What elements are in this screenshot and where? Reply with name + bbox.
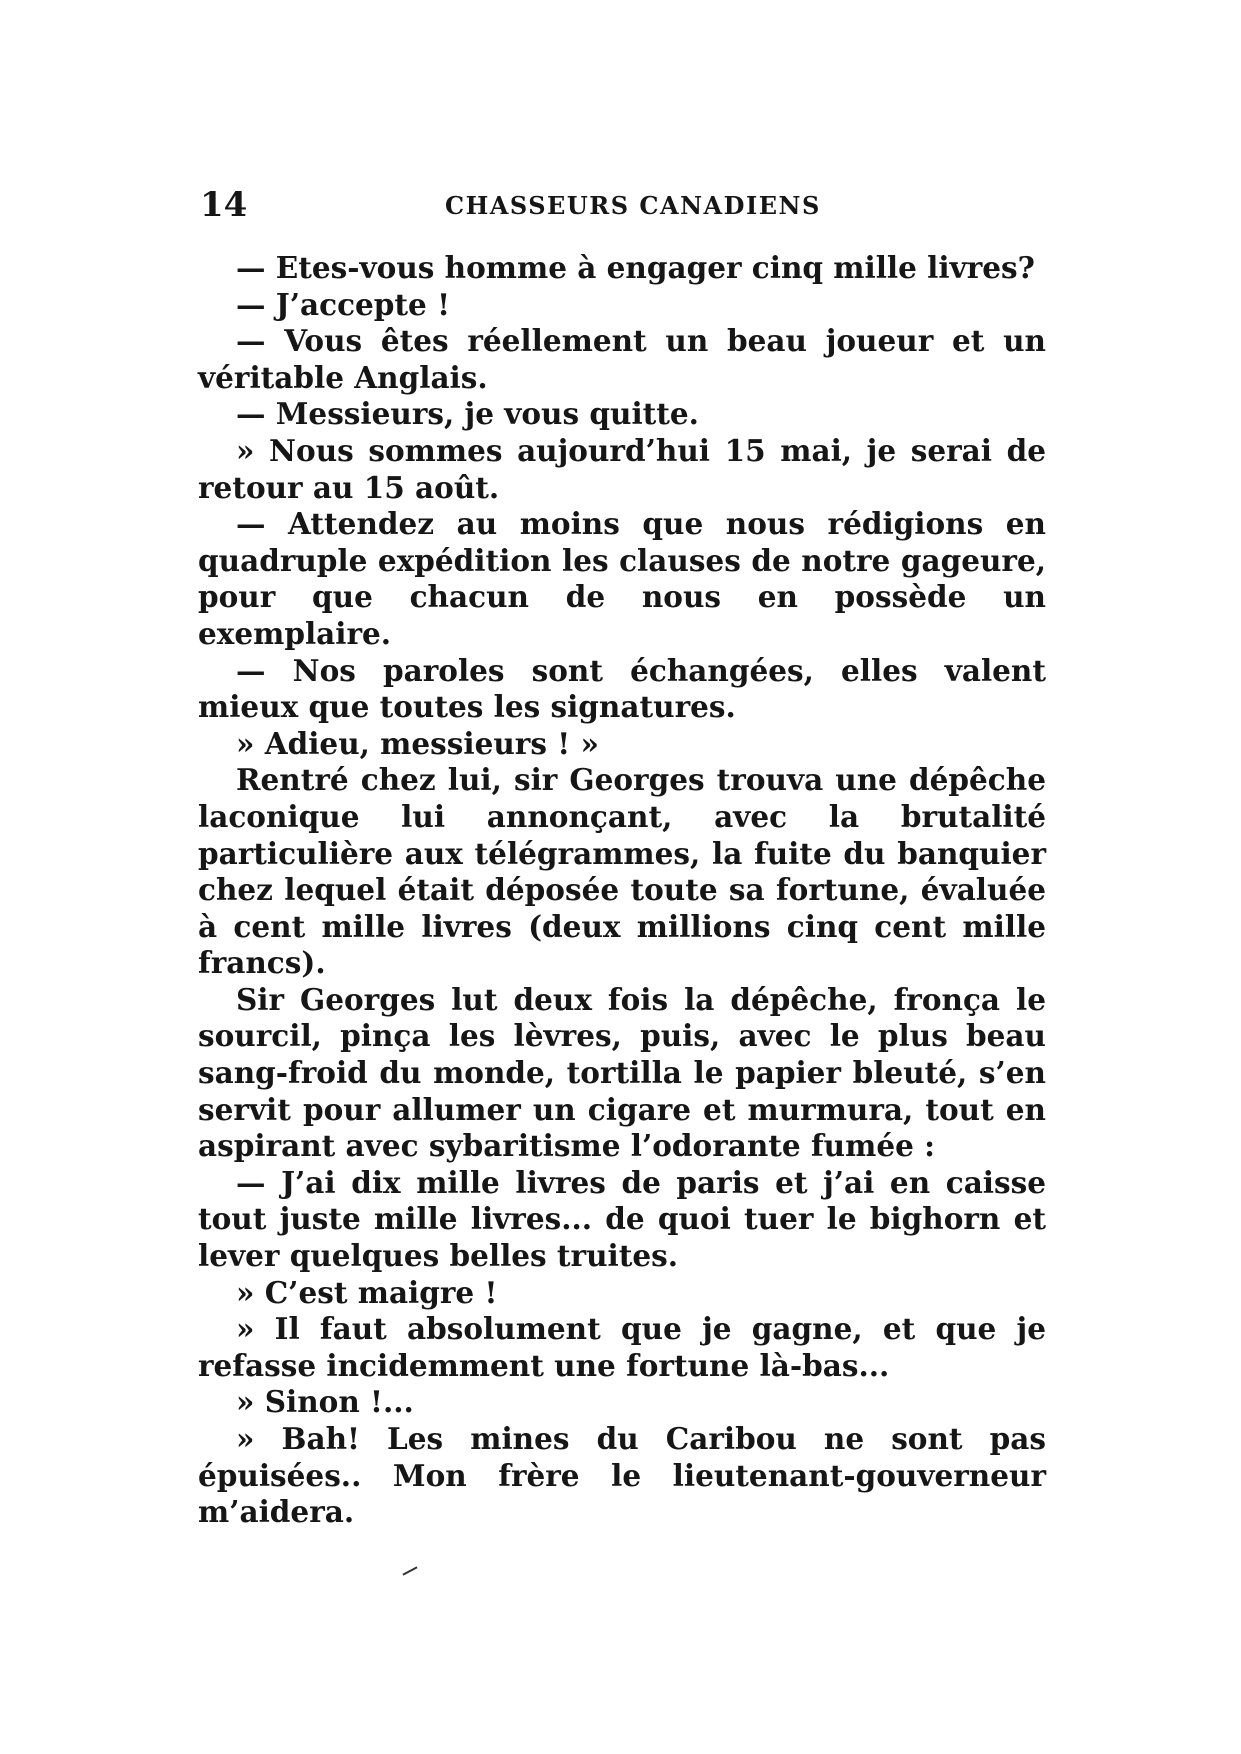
paragraph: — Nos paroles sont échangées, elles valent mieux que toutes les signatures. — [198, 652, 1046, 725]
paragraph: » Adieu, messieurs ! » — [236, 725, 599, 761]
paragraph: » Bah! Les mines du Caribou ne sont pas épuisées.. Mon frère le lieutenant-gouverneur m’aidera. — [198, 1421, 1046, 1530]
page-number: 14 — [200, 185, 248, 225]
paragraph: Sir Georges lut deux fois la dépêche, fronça le sourcil, pinça les lèvres, puis, avec le plus beau sang-froid du monde, tortilla le papier bleuté, s’en servit pour allumer un cigare et murmura, tout en aspirant avec sybaritisme l’odorante fumée : — [198, 981, 1046, 1164]
paragraph: — Etes-vous homme à engager cinq mille livres? — [236, 250, 1035, 285]
paragraph: — J’accepte ! — [236, 286, 451, 322]
paragraph: » C’est maigre ! — [236, 1274, 498, 1310]
stray-ink-mark — [402, 1566, 417, 1575]
paragraph: Rentré chez lui, sir Georges trouva une dépêche laconique lui annonçant, avec la brutalité particulière aux télégrammes, la fuite du banquier chez lequel était déposée toute sa fortune, évaluée à cent mille livres (deux millions cinq cent mille francs). — [198, 762, 1046, 981]
paragraph: » Il faut absolument que je gagne, et que je refasse incidemment une fortune là-bas... — [198, 1311, 1046, 1383]
body-text — [198, 250, 1046, 1531]
paragraph: — Messieurs, je vous quitte. — [236, 396, 699, 432]
running-head: CHASSEURS CANADIENS — [445, 191, 821, 220]
page-header — [200, 182, 1040, 228]
paragraph: — Attendez au moins que nous rédigions en quadruple expédition les clauses de notre gageure, pour que chacun de nous en possède un exemplaire. — [198, 506, 1046, 651]
paragraph: » Nous sommes aujourd’hui 15 mai, je serai de retour au 15 août. — [198, 432, 1046, 505]
paragraph: » Sinon !... — [236, 1384, 414, 1420]
paragraph: — J’ai dix mille livres de paris et j’ai en caisse tout juste mille livres... de quoi tuer le bighorn et lever quelques belles truites. — [198, 1164, 1046, 1274]
paragraph: — Vous êtes réellement un beau joueur et un véritable Anglais. — [198, 323, 1046, 395]
